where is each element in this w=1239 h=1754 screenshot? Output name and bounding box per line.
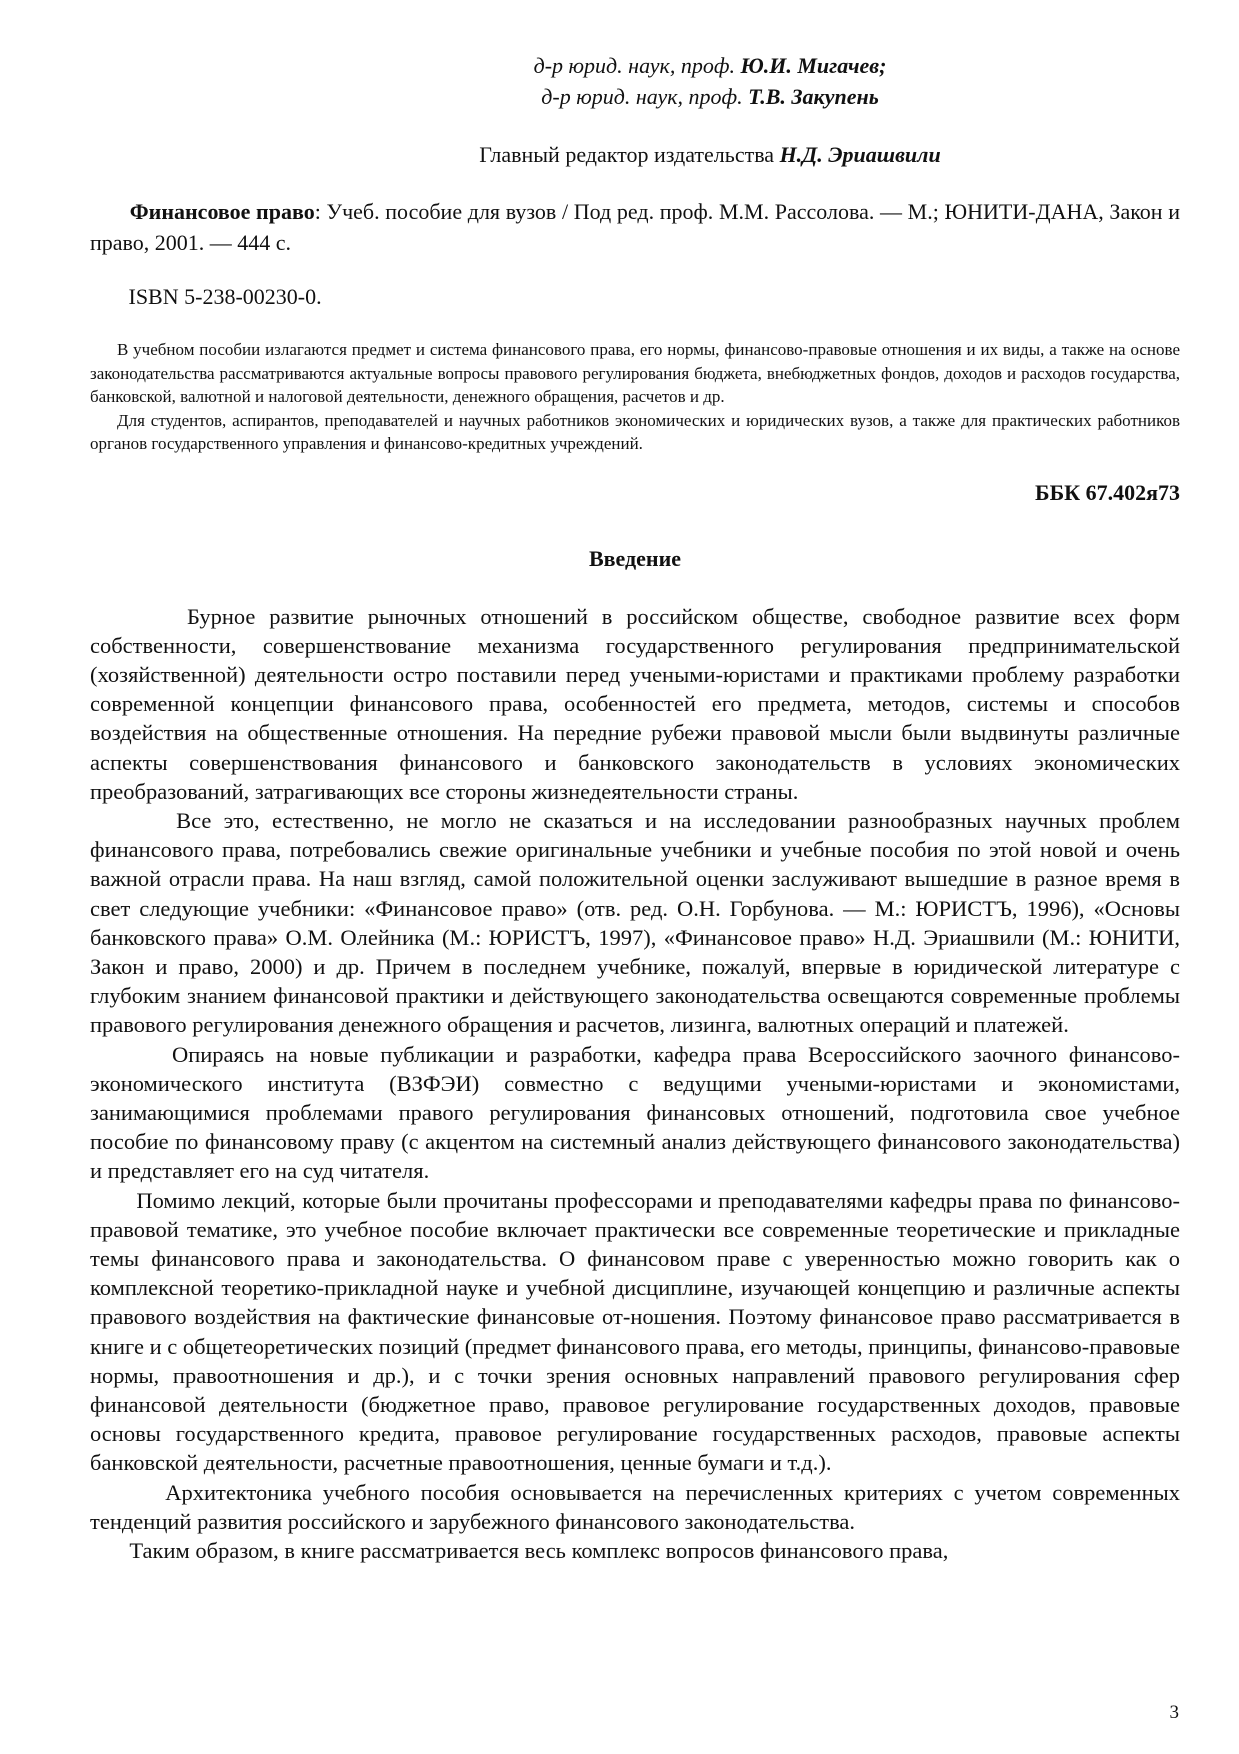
- page-number: 3: [1169, 1702, 1179, 1723]
- body-paragraph: Помимо лекций, которые были прочитаны профессорами и преподавателями кафедры права по финансово-правовой тематике, это учебное пособие включает практически все современные теоретические и прикладные темы финансового права и законодательства. О финансовом праве с уверенностью можно говорить как о комплексной теоретико-прикладной науке и учебной дисциплине, изучающей концепцию и различные аспекты правового воздействия на фактические финансовые от-ношения. Поэтому финансовое право рассматривается в книге и с общетеоретических позиций (предмет финансового права, его методы, принципы, финансово-правовые нормы, правоотношения и др.), и с точки зрения основных направлений правового регулирования сфер финансовой деятельности (бюджетное право, правовое регулирование государственных доходов, правовые основы государственного кредита, правовое регулирование государственных расходов, правовые аспекты банковской деятельности, расчетные правоотношения, ценные бумаги и т.д.).: [90, 1187, 1181, 1476]
- reviewers-block: [90, 50, 1180, 112]
- reviewer-credentials: д-р юрид. наук, проф.: [533, 53, 741, 78]
- bibliographic-record: [90, 196, 1180, 258]
- abstract-paragraph: В учебном пособии излагаются предмет и система финансового права, его нормы, финансово-правовые отношения и их виды, а также на основе законодательства рассматриваются актуальные вопросы правового регулирования бюджета, внебюджетных фондов, доходов и расходов государства, банковской, валютной и налоговой деятельности, денежного обращения, расчетов и др.: [90, 340, 1180, 406]
- reviewer-name: Ю.И. Мигачев;: [740, 53, 887, 78]
- isbn-line: [90, 282, 1180, 312]
- body-paragraph: Бурное развитие рыночных отношений в российском обществе, свободное развитие всех форм собственности, совершенствование механизма государственного регулирования предпринимательской (хозяйственной) деятельности остро поставили перед учеными-юристами и практиками проблему разработки современной концепции финансового права, особенностей его предмета, методов, системы и способов воздействия на общественные отношения. На передние рубежи правовой мысли были выдвинуты различные аспекты совершенствования финансового и банковского законодательств в условиях экономических преобразований, затрагивающих все стороны жизнедеятельности страны.: [90, 603, 1180, 804]
- body-paragraph: Все это, естественно, не могло не сказаться и на исследовании разнообразных научных проблем финансового права, потребовались свежие оригинальные учебники и учебные пособия по этой новой и очень важной отрасли права. На наш взгляд, самой положительной оценки заслуживают вышедшие в разное время в свет следующие учебники: «Финансовое право» (отв. ред. О.Н. Горбунова. — М.: ЮРИСТЪ, 1996), «Основы банковского права» О.М. Олейника (М.: ЮРИСТЪ, 1997), «Финансовое право» Н.Д. Эриашвили (М.: ЮНИТИ, Закон и право, 2000) и др. Причем в последнем учебнике, пожалуй, впервые в юридической литературе с глубоким знанием финансовой практики и действующего законодательства освещаются современные проблемы правового регулирования денежного обращения и расчетов, лизинга, валютных операций и платежей.: [90, 807, 1181, 1038]
- book-title: Финансовое право: [129, 199, 315, 224]
- reviewer-name: Т.В. Закупень: [748, 84, 879, 109]
- reviewer-credentials: д-р юрид. наук, проф.: [541, 84, 749, 109]
- bbk-code: ББК 67.402я73: [1035, 479, 1180, 505]
- body-paragraph: Опираясь на новые публикации и разработки, кафедра права Всероссийского заочного финансово-экономического института (ВЗФЭИ) совместно с ведущими учеными-юристами и экономистами, занимающимися проблемами правого регулирования финансовых отношений, подготовила свое учебное пособие по финансовому праву (с акцентом на системный анализ действующего финансового законодательства) и представляет его на суд читателя.: [90, 1041, 1181, 1184]
- abstract-paragraph: Для студентов, аспирантов, преподавателей и научных работников экономических и юридических вузов, а также для практических работников органов государственного управления и финансово-кредитных учреждений.: [90, 410, 1180, 453]
- body-paragraph: Архитектоника учебного пособия основывается на перечисленных критериях с учетом современных тенденций развития российского и зарубежного финансового законодательства.: [90, 1479, 1180, 1534]
- chief-editor-name: Н.Д. Эриашвили: [779, 142, 941, 167]
- bibliographic-details: : Учеб. пособие для вузов / Под ред. проф. М.М. Рассолова. — М.; ЮНИТИ-ДАНА, Закон и право, 2001. — 444 с.: [90, 199, 1181, 255]
- chief-editor-label: Главный редактор издательства: [479, 142, 780, 167]
- reviewer-line: [240, 81, 1180, 112]
- isbn: ISBN 5-238-00230-0.: [128, 284, 322, 309]
- chief-editor-line: [90, 140, 1180, 170]
- reviewer-line: [240, 50, 1180, 81]
- page-content: [90, 50, 1180, 1565]
- abstract: [90, 338, 1180, 456]
- body-text: [90, 602, 1180, 1566]
- body-paragraph: Таким образом, в книге рассматривается весь комплекс вопросов финансового права,: [129, 1538, 949, 1563]
- section-heading: Введение: [588, 545, 682, 571]
